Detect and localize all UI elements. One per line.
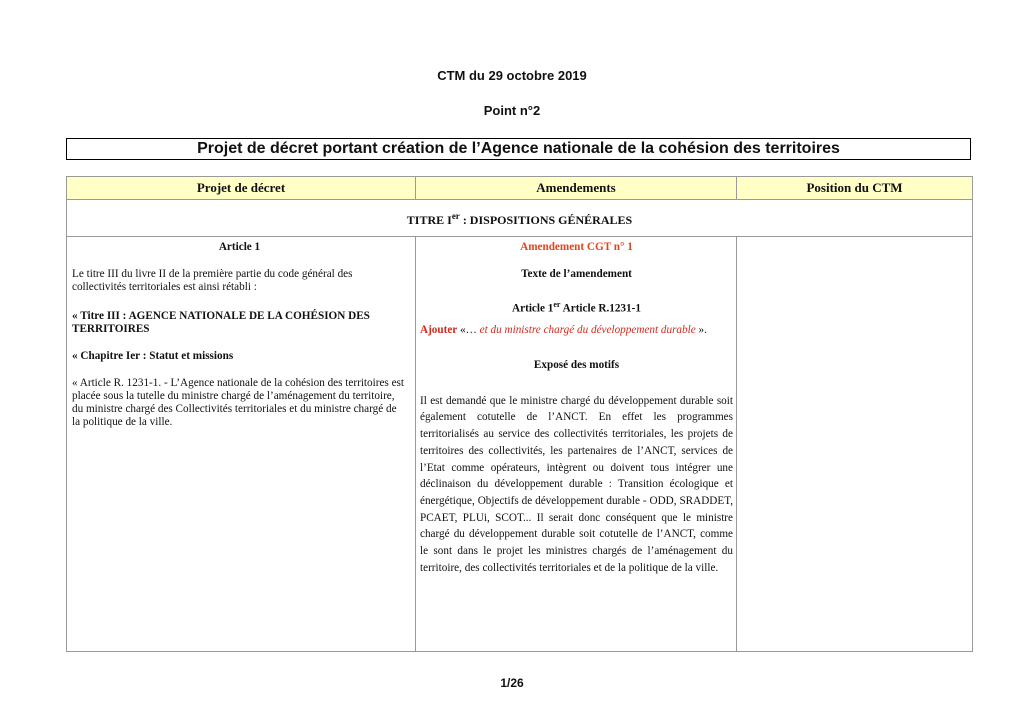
projet-cell — [72, 241, 407, 429]
column-header-position: Position du CTM — [806, 180, 903, 195]
chapitre-heading: « Chapitre Ier : Statut et missions — [72, 350, 234, 362]
column-header-projet: Projet de décret — [196, 180, 286, 195]
amendment-addition: Ajouter «… et du ministre chargé du développement durable ». — [420, 323, 707, 336]
column-divider — [415, 237, 416, 651]
article-text: « Article R. 1231-1. - L’Agence nationale de la cohésion des territoires est placée sous la tutelle du ministre chargé de l’aménagement du territoire, du ministre chargé des Collectivités territoriales et du ministre chargé de la politique de la ville. — [72, 377, 405, 428]
page-number: 1/26 — [500, 676, 524, 690]
article-intro: Le titre III du livre II de la première partie du code général des collectivités territoriales est ainsi rétabli : — [72, 268, 353, 293]
column-divider — [736, 237, 737, 651]
amendment-heading: Amendement CGT n° 1 — [520, 241, 633, 253]
section-title: TITRE Ier : DISPOSITIONS GÉNÉRALES — [406, 211, 633, 227]
table-header-row — [67, 177, 972, 200]
point-number: Point n°2 — [483, 103, 541, 118]
article-heading: Article 1 — [218, 241, 261, 253]
document-title: Projet de décret portant création de l’Agence nationale de la cohésion des territoires — [66, 138, 971, 160]
column-divider — [415, 177, 416, 200]
column-header-amendements: Amendements — [536, 180, 616, 195]
expose-heading: Exposé des motifs — [533, 358, 620, 371]
section-title-row — [67, 200, 972, 237]
column-divider — [736, 177, 737, 200]
expose-text: Il est demandé que le ministre chargé du développement durable soit également cotutelle de l’ANCT. En effet les programmes territorialisés au service des collectivités territoriales, les projets de territoires des collectivités, les partenaires de l’ANCT, services de l’Etat comme opérateurs, intègrent ou doivent tous intégrer une déclinaison du développement durable : Transition écologique et énergétique, Objectifs de développement durable - ODD, SRADDET, PCAET, PLUi, SCOT... Il serait donc conséquent que le ministre chargé du développement durable soit cotutelle de l’ANCT, comme le sont dans le projet les ministres chargés de l’aménagement du territoire, des collectivités territoriales et de la politique de la ville. — [420, 394, 733, 574]
amendement-cell — [420, 241, 733, 576]
amendment-table — [66, 176, 973, 652]
meeting-title: CTM du 29 octobre 2019 — [437, 68, 587, 83]
amendment-text-heading: Texte de l’amendement — [521, 268, 632, 280]
amendment-article-heading: Article 1er Article R.1231-1 — [512, 300, 641, 315]
titre-heading: « Titre III : AGENCE NATIONALE DE LA COHÉSION DES TERRITOIRES — [72, 310, 370, 335]
